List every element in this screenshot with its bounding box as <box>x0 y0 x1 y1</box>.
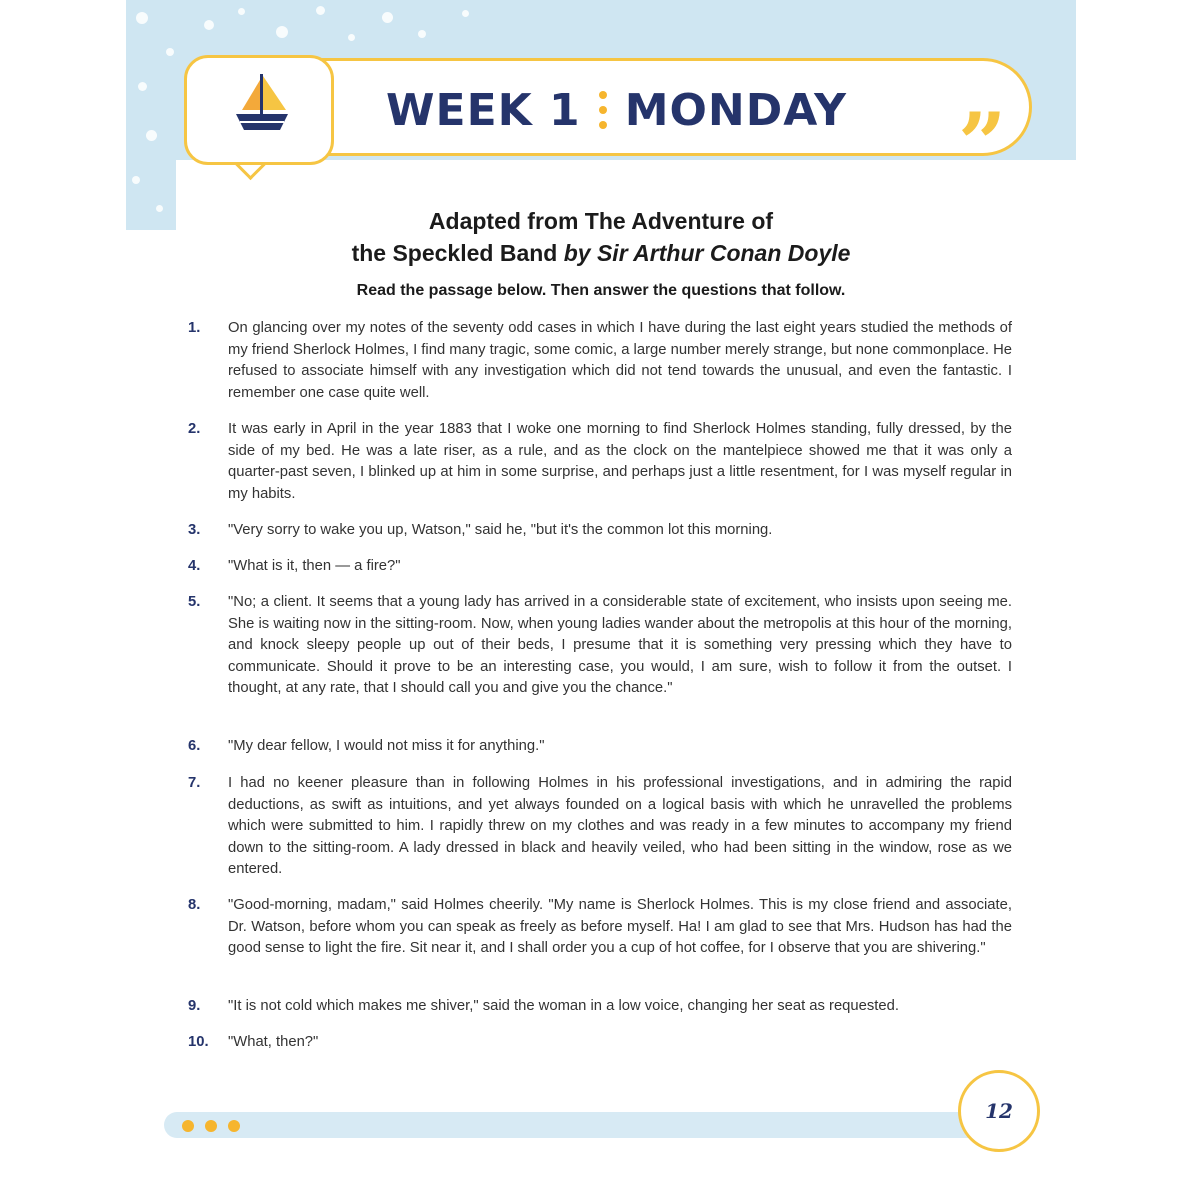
paragraph-number: 1. <box>188 320 201 336</box>
week-label: WEEK 1 <box>386 84 581 136</box>
paragraph <box>188 556 1012 578</box>
paragraph-number: 8. <box>188 897 201 913</box>
paragraph <box>188 318 1012 404</box>
paragraph-text: "My dear fellow, I would not miss it for anything." <box>228 738 545 754</box>
paragraph-text: "What is it, then — a fire?" <box>228 558 401 574</box>
decor-dot <box>136 12 148 24</box>
footer-dot <box>228 1120 240 1132</box>
paragraph <box>188 736 1012 758</box>
sailboat-icon <box>232 70 292 147</box>
paragraph <box>188 996 1012 1018</box>
quote-mark-icon: ” <box>958 94 1007 193</box>
paragraph-number: 5. <box>188 594 201 610</box>
decor-dot <box>166 48 174 56</box>
right-panel <box>1026 230 1076 1195</box>
decor-dot <box>132 176 140 184</box>
decor-dot <box>276 26 288 38</box>
paragraph-number: 6. <box>188 738 201 754</box>
title-line-1: Adapted from The Adventure of <box>428 208 774 234</box>
footer-dot <box>182 1120 194 1132</box>
paragraph-text: "No; a client. It seems that a young lady has arrived in a considerable state of excitement, who insists upon seeing me. She is waiting now in the sitting-room. Now, when young ladies wander about the metropolis at this hour of the morning, and knock sleepy people up out of their beds, I presume that it is something very pressing which they have to communicate. Should it prove to be an interesting case, you would, I am sure, wish to follow it from the outset. I thought, at any rate, that I should call you and give you the chance." <box>228 594 1012 697</box>
title-author: by Sir Arthur Conan Doyle <box>563 240 851 266</box>
decor-dot <box>348 34 355 41</box>
separator-dots <box>599 91 607 129</box>
decor-dot <box>418 30 426 38</box>
title-line-2 <box>126 237 1076 269</box>
title-main: the Speckled Band <box>351 240 558 266</box>
decor-dot <box>146 130 157 141</box>
instruction-text: Read the passage below. Then answer the questions that follow. <box>356 282 846 299</box>
paragraph-text: "Good-morning, madam," said Holmes cheerily. "My name is Sherlock Holmes. This is my close friend and associate, Dr. Watson, before whom you can speak as freely as before myself. Ha! I am glad to see that Mrs. Hudson has had the good sense to light the fire. Sit near it, and I shall order you a cup of hot coffee, for I observe that you are shivering." <box>228 897 1012 957</box>
paragraph-number: 4. <box>188 558 201 574</box>
footer-bar <box>164 1112 990 1138</box>
paragraph-text: I had no keener pleasure than in following Holmes in his professional investigations, and in admiring the rapid deductions, as swift as intuitions, and yet always founded on a logical basis with which he unravelled the problems which were submitted to him. I rapidly threw on my clothes and was ready in a few minutes to accompany my friend down to the sitting-room. A lady dressed in black and heavily veiled, who had been sitting in the window, rose as we entered. <box>228 775 1012 878</box>
decor-dot <box>204 20 214 30</box>
header-title <box>386 80 847 140</box>
paragraph-number: 2. <box>188 421 201 437</box>
paragraph-text: It was early in April in the year 1883 that I woke one morning to find Sherlock Holmes standing, fully dressed, by the side of my bed. He was a late riser, as a rule, and as the clock on the mantelpiece showed me that it was only a quarter-past seven, I blinked up at him in some surprise, and perhaps just a little resentment, for I was myself regular in my habits. <box>228 421 1012 502</box>
decor-dot <box>462 10 469 17</box>
decor-dot <box>138 82 147 91</box>
paragraph <box>188 419 1012 505</box>
paragraph <box>188 520 1012 542</box>
paragraph-number: 10. <box>188 1034 209 1050</box>
paragraph-text: On glancing over my notes of the seventy odd cases in which I have during the last eight years studied the methods of my friend Sherlock Holmes, I find many tragic, some comic, a large number merely strange, but none commonplace. He refused to associate himself with any investigation which did not tend towards the unusual, and even the fantastic. I remember one case quite well. <box>228 320 1012 401</box>
paragraph <box>188 773 1012 881</box>
passage-title <box>126 205 1076 269</box>
decor-dot <box>238 8 245 15</box>
paragraph-text: "What, then?" <box>228 1034 319 1050</box>
page-number: 12 <box>985 1099 1013 1123</box>
paragraph <box>188 592 1012 700</box>
decor-dot <box>316 6 325 15</box>
day-label: MONDAY <box>624 84 847 136</box>
paragraph <box>188 895 1012 960</box>
page-number-badge <box>958 1070 1040 1152</box>
footer-dot <box>205 1120 217 1132</box>
decor-dot <box>382 12 393 23</box>
paragraph-number: 7. <box>188 775 201 791</box>
paragraph-number: 3. <box>188 522 201 538</box>
paragraph-number: 9. <box>188 998 201 1014</box>
paragraph-text: "It is not cold which makes me shiver," said the woman in a low voice, changing her seat as requested. <box>228 998 899 1014</box>
paragraph <box>188 1032 1012 1054</box>
paragraph-text: "Very sorry to wake you up, Watson," said he, "but it's the common lot this morning. <box>228 522 773 538</box>
